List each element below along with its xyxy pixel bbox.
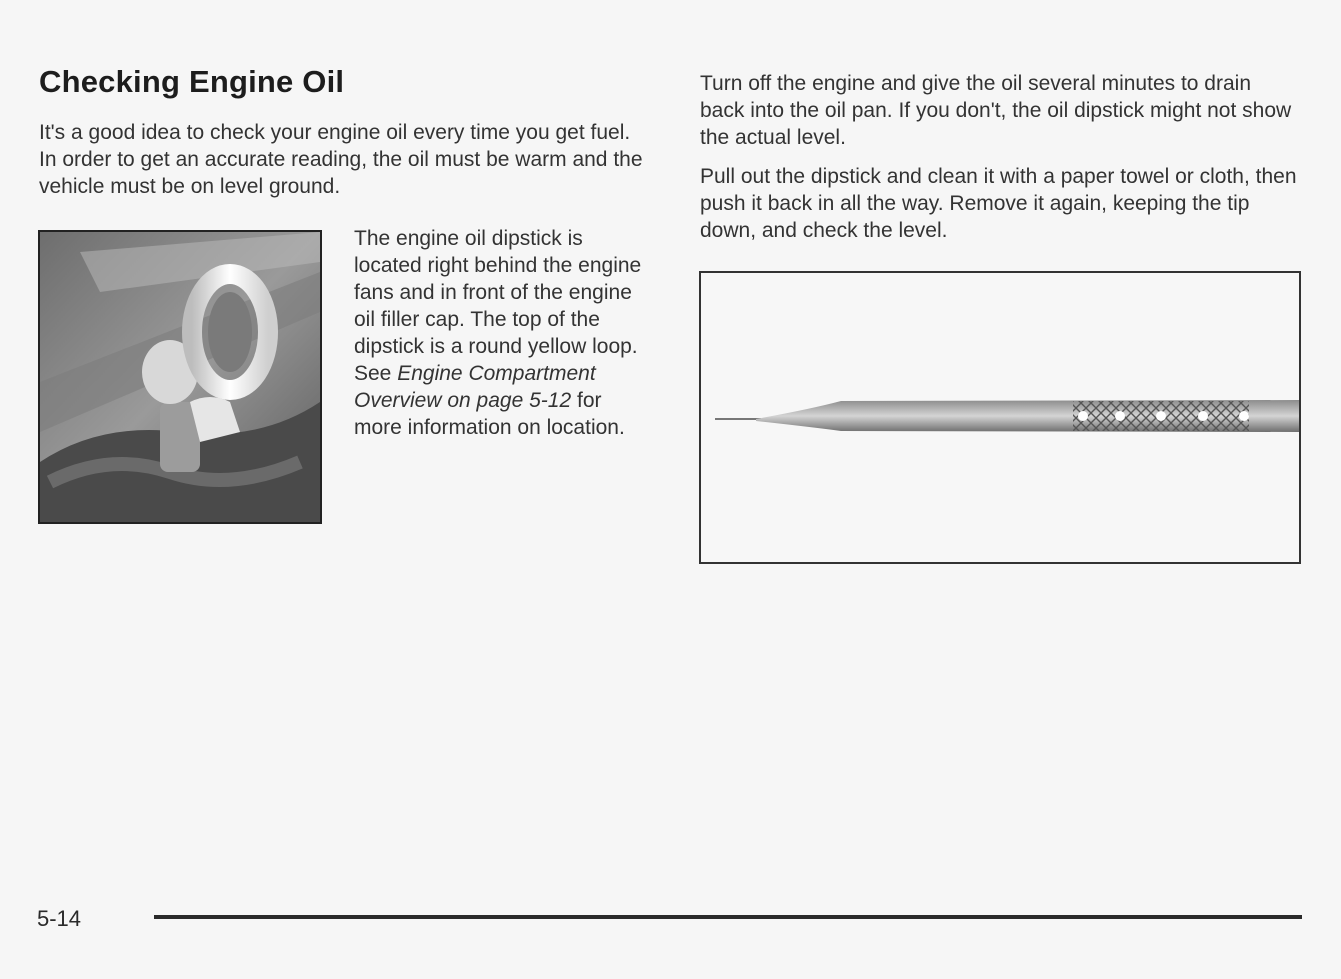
location-paragraph [354,225,654,441]
dipstick-loop-icon [40,232,320,522]
engine-off-paragraph: Turn off the engine and give the oil several minutes to drain back into the oil pan. If you don't, the oil dipstick might not show the actual level. [700,72,1292,149]
footer-rule [154,915,1302,919]
dipstick-check-paragraph: Pull out the dipstick and clean it with a paper towel or cloth, then push it back in all the way. Remove it again, keeping the tip down, and check the level. [700,165,1297,242]
page-number: 5-14 [37,906,82,931]
location-text-end: for more information on location. [354,389,625,439]
location-text: The engine oil dipstick is located right behind the engine fans and in front of the engine oil filler cap. The top of the dipstick is a round yellow loop. See [354,227,642,385]
intro-paragraph: It's a good idea to check your engine oil every time you get fuel. In order to get an accurate reading, the oil must be warm and the vehicle must be on level ground. [39,121,643,198]
page-title: Checking Engine Oil [39,64,345,99]
dipstick-icon [701,273,1299,562]
dipstick-loop-photo [38,230,322,524]
dipstick-illustration [699,271,1301,564]
page-reference-link[interactable]: Engine Compartment Overview on page 5-12 [354,362,596,412]
